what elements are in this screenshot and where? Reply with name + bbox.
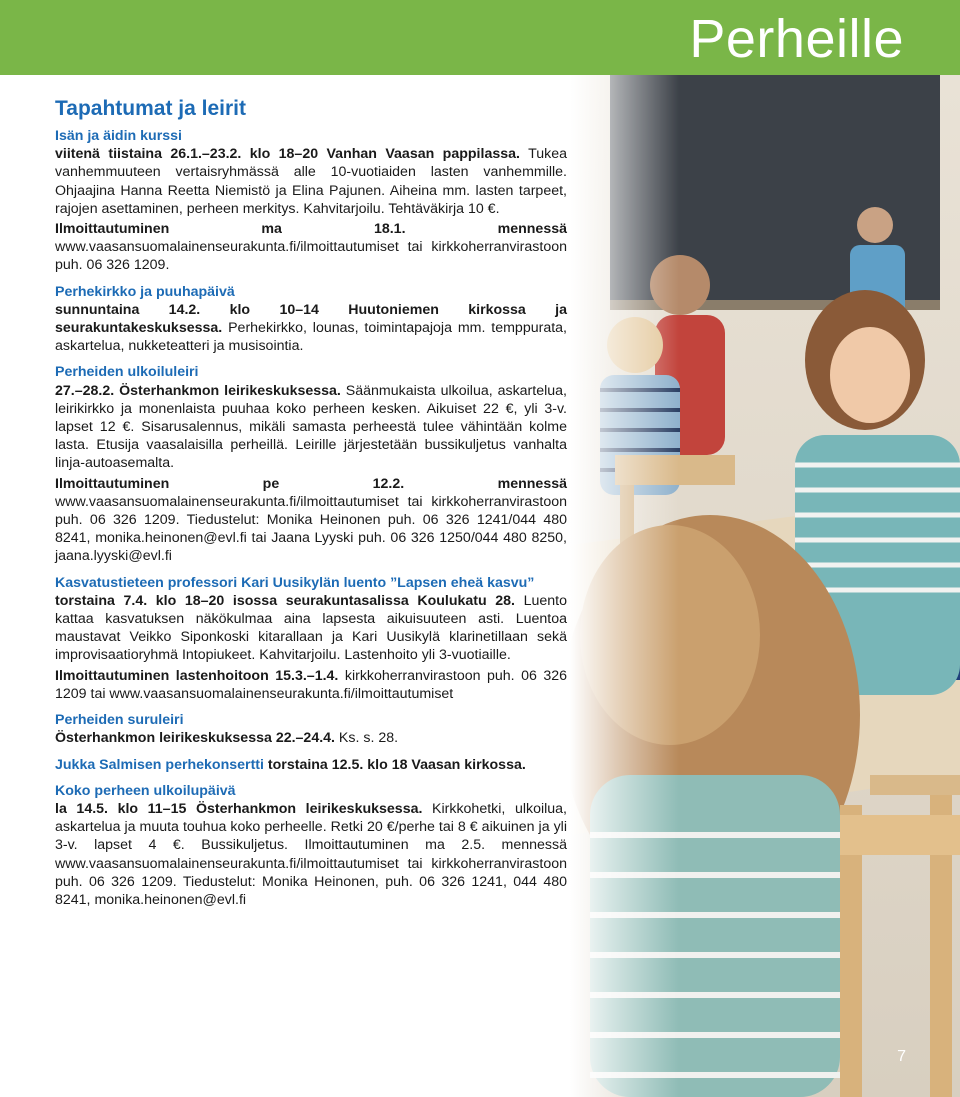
events-column	[55, 96, 567, 911]
event-title: Perheiden ulkoiluleiri	[55, 364, 199, 381]
registration-deadline: Ilmoittautuminen pe 12.2. mennessä	[55, 475, 567, 492]
event-date: la 14.5. klo 11–15 Österhankmon leirikeskuksessa.	[55, 800, 423, 817]
main-heading: Tapahtumat ja leirit	[55, 97, 246, 120]
event-text	[55, 729, 567, 747]
event-text	[55, 800, 567, 909]
registration-info: kirkkoherranvirastoon puh. 06 326 1209 tai www.vaasansuomalainenseurakunta.fi/ilmoittautumiset	[55, 667, 568, 702]
page-number: 7	[897, 1048, 906, 1065]
event-title: Koko perheen ulkoilupäivä	[55, 782, 236, 799]
registration-deadline: Ilmoittautuminen lastenhoitoon 15.3.–1.4.	[55, 667, 339, 684]
event-body: Ks. s. 28.	[334, 730, 399, 747]
event-text	[55, 382, 567, 473]
event-registration	[55, 220, 567, 275]
event-date: Österhankmon leirikeskuksessa 22.–24.4.	[55, 730, 335, 747]
children-crafting-photo	[570, 75, 960, 1097]
section-title: Perheille	[689, 9, 904, 69]
registration-info: www.vaasansuomalainenseurakunta.fi/ilmoittautumiset tai kirkkoherranvirastoon puh. 06 326 1209.	[55, 239, 567, 274]
event-title: Isän ja äidin kurssi	[55, 128, 182, 144]
event-date: torstaina 12.5. klo 18 Vaasan kirkossa.	[263, 756, 526, 773]
header-bar	[0, 0, 960, 75]
event-registration	[55, 667, 567, 703]
event-date: 27.–28.2. Österhankmon leirikeskuksessa.	[55, 382, 341, 399]
event-text	[55, 145, 567, 218]
event-date: viitenä tiistaina 26.1.–23.2. klo 18–20 Vanhan Vaasan pappilassa.	[55, 146, 520, 163]
event-body: Tukea vanhemmuuteen vertaisryhmässä alle 10-vuotiaiden lasten vanhemmille. Ohjaajina Hanna Reetta Niemistö ja Elina Pajunen. Aiheina mm. lasten tarpeet, rajojen asettaminen, perheen merkitys. Kahvitarjoilu. Tehtäväkirja 10 €.	[55, 146, 567, 217]
event-body: Perhekirkko, lounas, toimintapajoja mm. temppurata, askartelua, nukketeatteri ja musisointia.	[55, 320, 567, 355]
event-title: Perheiden suruleiri	[55, 712, 184, 729]
event-body: Luento kattaa kasvatuksen näkökulmaa aina lapsesta aikuisuuteen asti. Luentoa maustavat Veikko Siponkoski kitarallaan ja Kari Uusikylä klarinetillaan sekä improvisaatioryhmä Intopiukeet. Kahvitarjoilu. Lastenhoito yli 3-vuotiaille.	[55, 592, 567, 664]
event-body: Säänmukaista ulkoilua, askartelua, leirikirkko ja monenlaista puuhaa koko perheen kesken. Aikuiset 22 €, yli 3-v. lapset 12 €. Sisarusalennus, mikäli samasta perheestä tulee vähintään kolme lasta. Etusija vaasalaisilla perheillä. Leirille järjestetään bussikuljetus vanhalta linja-autoasemalta.	[55, 382, 567, 472]
event-title: Kasvatustieteen professori Kari Uusikylän luento ”Lapsen eheä kasvu”	[55, 574, 535, 591]
registration-info: www.vaasansuomalainenseurakunta.fi/ilmoittautumiset tai kirkkoherranvirastoon puh. 06 326 1209. Tiedustelut: Monika Heinonen puh. 06 326 1241/044 480 8241, monika.heinonen@evl.fi tai Jaana Lyyski puh. 06 326 1250/044 480 8250, jaana.lyyski@evl.fi	[55, 493, 567, 565]
event-date: torstaina 7.4. klo 18–20 isossa seurakuntasalissa Koulukatu 28.	[55, 592, 515, 609]
event-text	[55, 301, 567, 356]
event-body: Kirkkohetki, ulkoilua, askartelua ja muuta touhua koko perheelle. Retki 20 €/perhe tai 8 € aikuinen ja yli 3-v. lapset 4 €. Bussikuljetus. Ilmoittautuminen ma 2.5. mennessä www.vaasansuomalainenseurakunta.fi/ilmoittautumiset tai kirkkoherranvirastoon puh. 06 326 1209. Tiedustelut: Monika Heinonen, puh. 06 326 1241, 044 480 8241, monika.heinonen@evl.fi	[55, 800, 567, 908]
event-title: Jukka Salmisen perhekonsertti	[55, 756, 264, 773]
registration-deadline: Ilmoittautuminen ma 18.1. mennessä	[55, 221, 567, 238]
event-title: Perhekirkko ja puuhapäivä	[55, 283, 235, 300]
event-text	[55, 756, 567, 774]
event-registration	[55, 475, 567, 566]
event-date: sunnuntaina 14.2. klo 10–14 Huutoniemen kirkossa ja seurakuntakeskuksessa.	[55, 301, 567, 337]
event-text	[55, 592, 567, 665]
